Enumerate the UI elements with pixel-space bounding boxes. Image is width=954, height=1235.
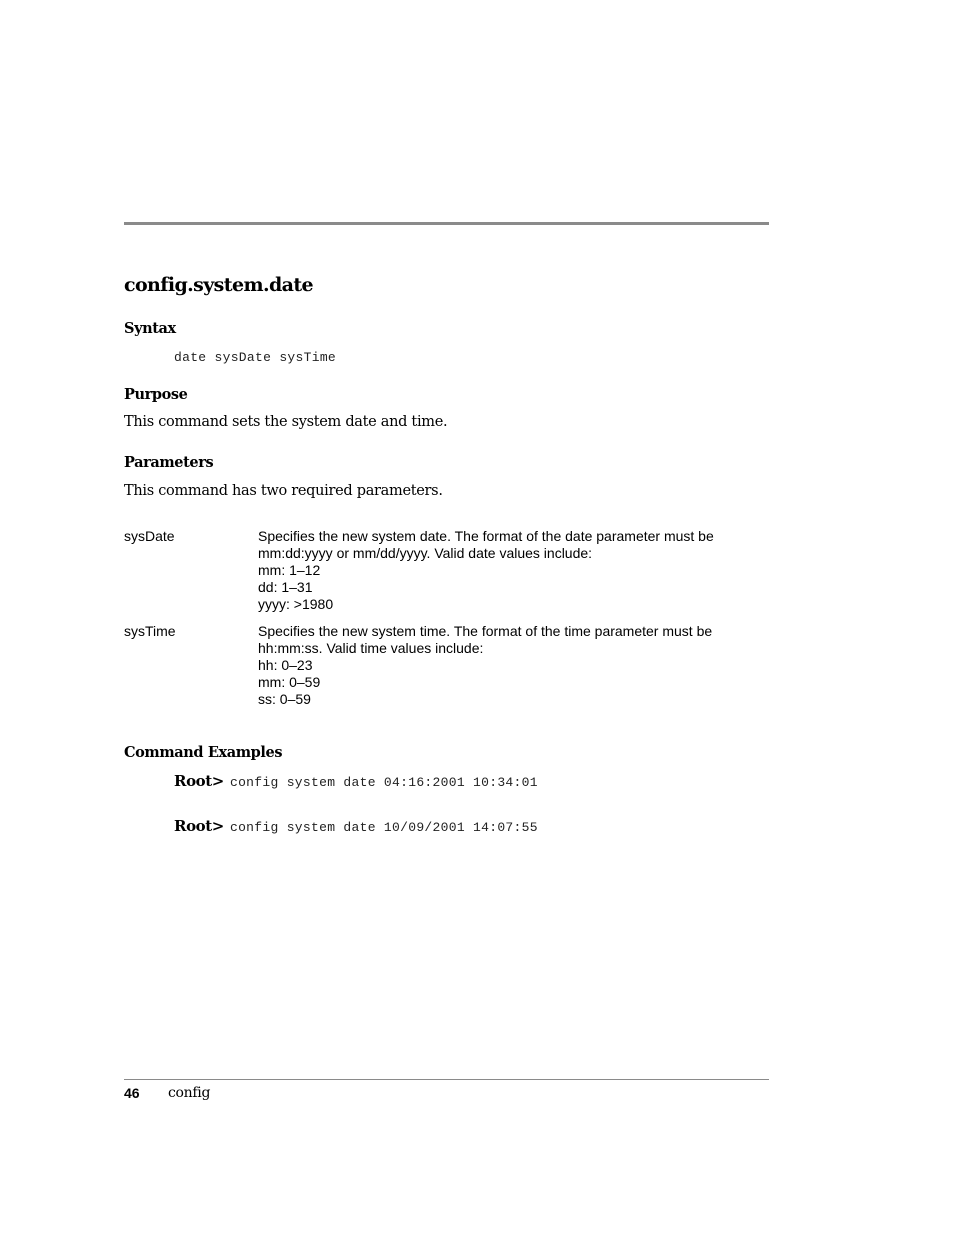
parameters-intro: This command has two required parameters. (124, 483, 443, 499)
footer-rule (124, 1079, 769, 1080)
purpose-text: This command sets the system date and time. (124, 414, 448, 430)
prompt-label: Root> (174, 772, 224, 790)
param-desc-line: Specifies the new system date. The format of the date parameter must be (258, 528, 714, 544)
param-desc-line: ss: 0–59 (258, 691, 311, 707)
param-desc-line: hh: 0–23 (258, 657, 313, 673)
param-desc-line: hh:mm:ss. Valid time values include: (258, 640, 484, 656)
param-desc-line: yyyy: >1980 (258, 596, 334, 612)
prompt-label: Root> (174, 817, 224, 835)
example-command: config system date 04:16:2001 10:34:01 (229, 775, 538, 790)
param-name-systime: sysTime (124, 623, 176, 639)
purpose-heading: Purpose (124, 386, 188, 403)
param-desc-sysdate (258, 528, 748, 613)
param-desc-line: dd: 1–31 (258, 579, 313, 595)
syntax-command: date sysDate sysTime (174, 350, 337, 365)
param-desc-line: mm:dd:yyyy or mm/dd/yyyy. Valid date values include: (258, 545, 593, 561)
page-title: config.system.date (124, 274, 314, 296)
examples-heading: Command Examples (124, 744, 283, 761)
command-example (174, 772, 538, 791)
command-example (174, 817, 538, 836)
param-desc-line: Specifies the new system time. The format of the time parameter must be (258, 623, 713, 639)
header-rule (124, 222, 769, 225)
page-number: 46 (124, 1085, 140, 1101)
footer-chapter: config (168, 1085, 211, 1101)
syntax-heading: Syntax (124, 320, 176, 337)
param-desc-line: mm: 0–59 (258, 674, 321, 690)
param-desc-systime (258, 623, 748, 708)
parameters-heading: Parameters (124, 454, 214, 471)
example-command: config system date 10/09/2001 14:07:55 (229, 820, 538, 835)
param-name-sysdate: sysDate (124, 528, 175, 544)
param-desc-line: mm: 1–12 (258, 562, 321, 578)
